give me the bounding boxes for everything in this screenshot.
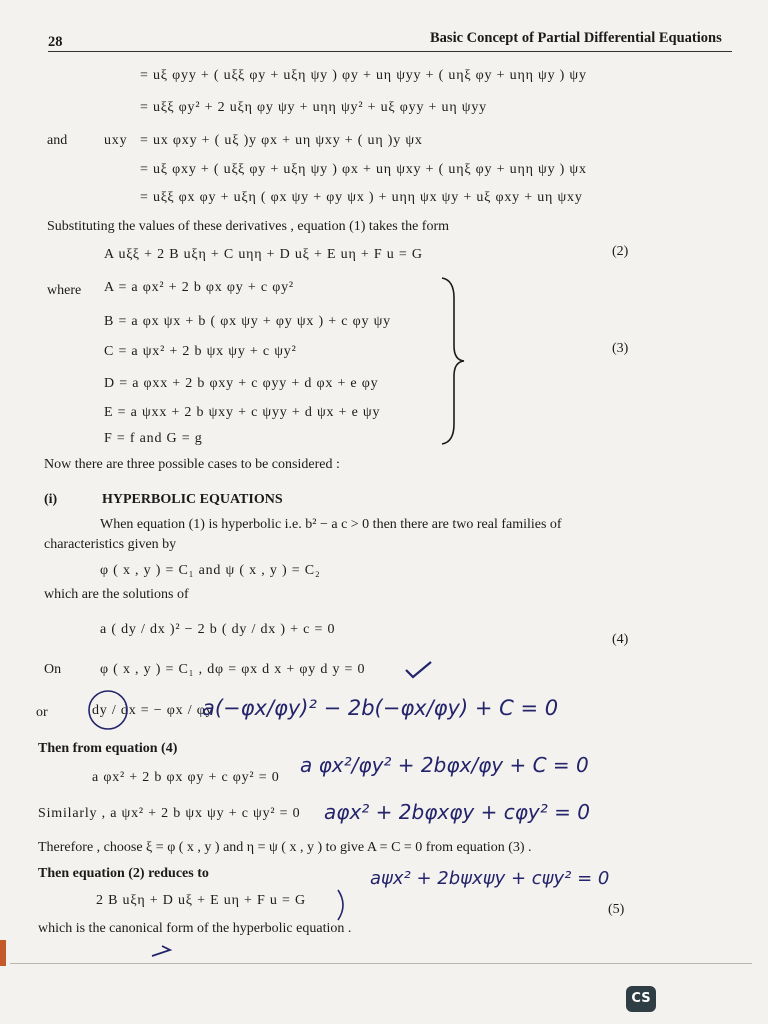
arrow-mark-icon bbox=[150, 944, 174, 958]
equation-uxy-line-3: = uξξ φx φy + uξη ( φx ψy + φy ψx ) + uηη ψx ψy + uξ φxy + uη ψxy bbox=[140, 190, 583, 205]
page-edge-mark bbox=[0, 940, 6, 966]
right-brace-icon bbox=[438, 276, 468, 446]
equation-4-number: (4) bbox=[612, 632, 629, 647]
checkmark-icon bbox=[404, 660, 434, 680]
equation-uxy-line-2: = uξ φxy + ( uξξ φy + uξη ψy ) φx + uη ψxy + ( uηξ φy + uηη ψy ) ψx bbox=[140, 162, 587, 177]
equation-uyy-line-1: = uξ φyy + ( uξξ φy + uξη ψy ) φy + uη ψyy + ( uηξ φy + uηη ψy ) ψy bbox=[140, 68, 587, 83]
on-word: On bbox=[44, 662, 62, 677]
canonical-text: which is the canonical form of the hyperbolic equation . bbox=[38, 921, 352, 936]
running-title: Basic Concept of Partial Differential Equations bbox=[430, 30, 722, 46]
section-title: HYPERBOLIC EQUATIONS bbox=[102, 492, 283, 507]
paren-mark-icon bbox=[336, 888, 350, 922]
similarly-equation: Similarly , a ψx² + 2 b ψx ψy + c ψy² = 0 bbox=[38, 806, 301, 821]
then-text: Then from equation (4) bbox=[38, 741, 178, 756]
case-label: (i) bbox=[44, 492, 58, 507]
handwritten-phi-equation: aφx² + 2bφxφy + cφy² = 0 bbox=[324, 800, 590, 824]
substituting-text: Substituting the values of these derivatives , equation (1) takes the form bbox=[47, 219, 450, 234]
equation-2: A uξξ + 2 B uξη + C uηη + D uξ + E uη + F u = G bbox=[104, 247, 423, 262]
coefficient-F-G: F = f and G = g bbox=[104, 431, 203, 446]
equation-3-number: (3) bbox=[612, 341, 629, 356]
cases-text: Now there are three possible cases to be considered : bbox=[44, 457, 340, 472]
equation-uyy-line-2: = uξξ φy² + 2 uξη φy ψy + uηη ψy² + uξ φyy + uη ψyy bbox=[140, 100, 487, 115]
handwritten-psi-equation: aψx² + 2bψxψy + cψy² = 0 bbox=[370, 868, 610, 889]
coefficient-A: A = a φx² + 2 b φx φy + c φy² bbox=[104, 280, 294, 295]
result-phi-equation: a φx² + 2 b φx φy + c φy² = 0 bbox=[92, 770, 280, 785]
solutions-text: which are the solutions of bbox=[44, 587, 189, 602]
hyperbolic-text-2: characteristics given by bbox=[44, 537, 177, 552]
page-bottom-edge bbox=[10, 963, 752, 964]
equation-uxy-lhs: uxy bbox=[104, 133, 128, 148]
camscanner-logo: CS bbox=[626, 986, 656, 1012]
handwritten-substitution: a(−φx/φy)² − 2b(−φx/φy) + C = 0 bbox=[202, 696, 559, 720]
circle-annotation-icon bbox=[86, 688, 130, 732]
coefficient-C: C = a ψx² + 2 b ψx ψy + c ψy² bbox=[104, 344, 297, 359]
therefore-text: Therefore , choose ξ = φ ( x , y ) and η = ψ ( x , y ) to give A = C = 0 from equation (3) . bbox=[38, 840, 532, 855]
equation-uxy-line-1: = ux φxy + ( uξ )y φx + uη ψxy + ( uη )y ψx bbox=[140, 133, 423, 148]
or-word: or bbox=[36, 705, 48, 720]
reduces-text: Then equation (2) reduces to bbox=[38, 866, 209, 881]
coefficient-D: D = a φxx + 2 b φxy + c φyy + d φx + e φy bbox=[104, 376, 379, 391]
page-number: 28 bbox=[48, 34, 63, 50]
coefficient-E: E = a ψxx + 2 b ψxy + c ψyy + d ψx + e ψy bbox=[104, 405, 381, 420]
or-equation: dy / dx = − φx / φy bbox=[92, 703, 214, 718]
handwritten-expansion: a φx²/φy² + 2bφx/φy + C = 0 bbox=[300, 753, 589, 777]
and-word: and bbox=[47, 133, 68, 148]
characteristics-equation: φ ( x , y ) = C₁ and ψ ( x , y ) = C₂ bbox=[100, 563, 321, 578]
equation-5: 2 B uξη + D uξ + E uη + F u = G bbox=[96, 893, 306, 908]
equation-4: a ( dy / dx )² − 2 b ( dy / dx ) + c = 0 bbox=[100, 622, 336, 637]
equation-2-number: (2) bbox=[612, 244, 629, 259]
on-equation: φ ( x , y ) = C₁ , dφ = φx d x + φy d y = 0 bbox=[100, 662, 366, 677]
header-rule bbox=[48, 51, 732, 52]
where-word: where bbox=[47, 283, 82, 298]
equation-5-number: (5) bbox=[608, 902, 625, 917]
hyperbolic-text-1: When equation (1) is hyperbolic i.e. b² − a c > 0 then there are two real families of bbox=[100, 517, 562, 532]
coefficient-B: B = a φx ψx + b ( φx ψy + φy ψx ) + c φy ψy bbox=[104, 314, 391, 329]
